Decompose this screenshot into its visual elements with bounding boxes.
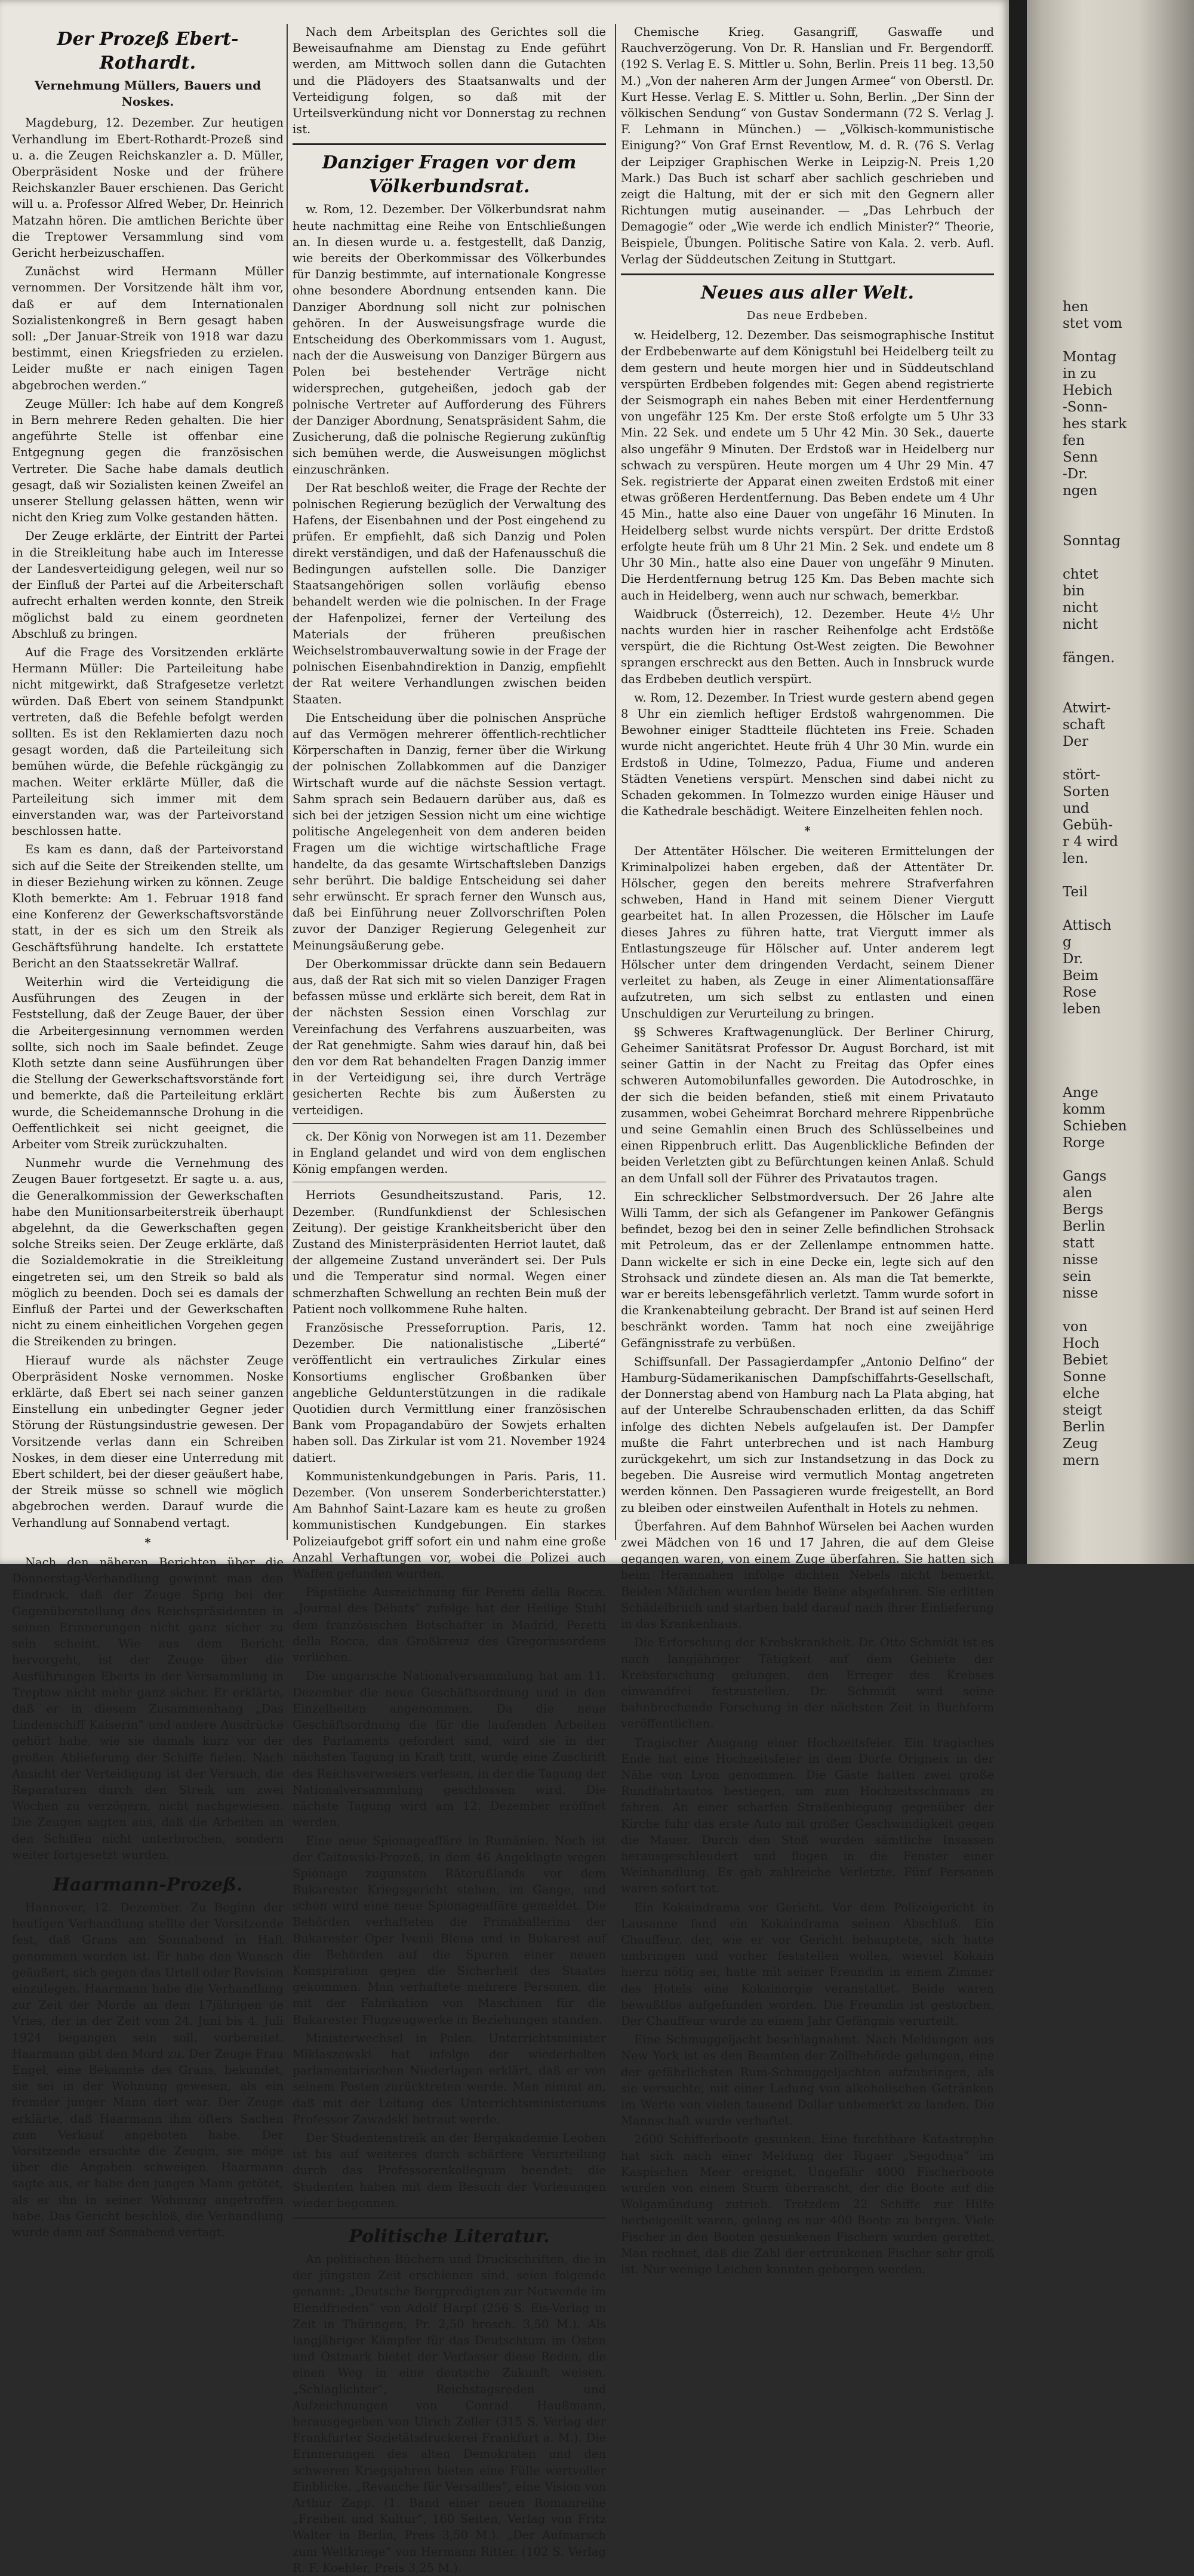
section-star: * bbox=[804, 824, 811, 838]
article-paragraph: Ministerwechsel in Polen. Unterrichtsminister Miklaszewski hat infolge der wiederholten parlamentarischen Niederlagen erklärt, daß er von seinem Posten zurücktreten werde. Man nimmt an, daß mit der Leitung des Unterrichtsministeriums Professor Zawadski betraut werde. bbox=[293, 2031, 606, 2126]
article-paragraph: Nunmehr wurde die Vernehmung des Zeugen Bauer fortgesetzt. Er sagte u. a. aus, die Generalkommission der Gewerkschaften habe den Munitionsarbeiterstreik überhaupt abgelehnt, da die Gewerkschaften gegen solche Streiks seien. Der Zeuge erklärte, daß die Sozialdemokratie in die Streikleitung eingetreten sei, um den Streik so bald als möglich zu beenden. Doch sei es damals der Einfluß der Partei und der Gewerkschaften nicht zu einem einheitlichen Vorgehen gegen die Streikenden zu bringen. bbox=[12, 1156, 284, 1349]
article-paragraph: Päpstliche Auszeichnung für Peretti della Rocca. „Journal des Débats“ zufolge hat der Heilige Stuhl dem französischen Botschafter in Madrid, Peretti della Rocca, das Großkreuz des Gregoriusordens verliehen. bbox=[293, 1585, 606, 1665]
article-paragraph: 2600 Schifferboote gesunken. Eine furchtbare Katastrophe hat sich nach einer Meldung der Rigaer „Segodnja“ im Kaspischen Meer ereignet. Ungefähr 4000 Fischerboote wurden von einem Sturm überrascht, der die Boote auf die Wolgamündung zutrieb. Trotzdem 22 Schiffe zur Hilfe herbeigeeilt waren, gelang es nur 400 Boote zu bergen. Viele Fischer in den Booten gesunkenen Fischern wurden gerettet. Man rechnet, daß die Zahl der ertrunkenen Fischer sehr groß ist. Nur wenige Leichen konnten geborgen werden. bbox=[621, 2132, 994, 2277]
divider bbox=[293, 1123, 606, 1124]
divider bbox=[621, 273, 994, 275]
article-paragraph: Hannover, 12. Dezember. Zu Beginn der heutigen Verhandlung stellte der Vorsitzende fest, daß Grans am Sonnabend in Haft genommen worden ist. Er habe den Wunsch geäußert, sich gegen das Urteil oder Revision einzulegen. Haarmann habe die Verhandlung zur Zeit der Morde an dem 17jährigen de Vries, der in der Zeit vom 24. Juni bis 4. Juli 1924 begangen sein soll, vorbereitet. Haarmann gibt den Mord zu. Der Zeuge Frau Engel, eine Bekannte des Grans, bekundet, sie sei in der Wohnung gewesen, als ein fremder junger Mann dort war. Der Zeuge erklärte, daß Haarmann ihm öfters Sachen zum Verkauf angeboten habe. Der Vorsitzende ersuchte die Zeugin, sie möge über die Angaben schweigen. Haarmann sagte aus, er habe den jungen Mann getötet, als er ihn in seiner Wohnung angetroffen habe. Das Gericht beschloß, die Verhandlung wurde dann auf Sonnabend vertagt. bbox=[12, 1900, 284, 2239]
article-heading-danzig: Danziger Fragen vor dem Völkerbundsrat. bbox=[322, 152, 577, 198]
binding-shadow bbox=[1009, 0, 1027, 1564]
article-paragraph: Der Rat beschloß weiter, die Frage der Rechte der polnischen Regierung bezüglich der Verwaltung des Hafens, der Eisenbahnen und der Post eingehend zu prüfen. Er empfiehlt, daß sich Danzig und Polen direkt verständigen, und daß der Hafenausschuß die Bedingungen aufstellen solle. Die Danziger Staatsangehörigen sollen vorläufig ebenso behandelt werden wie die polnischen. In der Frage der Hafenpolizei, ferner der Verteilung des Materials der früheren preußischen Weichselstrombauverwaltung sowie in der Frage der polnischen Eisenbahndirektion in Danzig, empfiehlt der Rat weitere Verhandlungen zwischen beiden Staaten. bbox=[293, 481, 606, 706]
column-left bbox=[12, 24, 284, 2239]
article-paragraph: An politischen Büchern und Druckschriften, die in der jüngsten Zeit erschienen sind, seien folgende genannt: „Deutsche Bergpredigten zur Notwende im Elendfrieden“ von Adolf Harpf (256 S. Eis-Verlag in Zeit in Thüringen, Pr. 2,50 brosch. 3,50 M.). Als langjähriger Kämpfer für das Deutschtum im Osten und Ostmark bietet der Verfasser diese Reden, die einen Weg in eine deutsche Zukunft weisen. „Schlaglichter“, Reichstagsreden und Aufzeichnungen von Conrad Haußmann, herausgegeben von Ulrich Zeller (315 S. Verlag der Frankfurter Sozietätsdruckerei Frankfurt a. M.). Die Erinnerungen des alten Demokraten und den schweren Kriegsjahren bieten eine Fülle wertvoller Einblicke. „Revanche für Versailles“, eine Vision von Arthur Zapp. (1. Band einer neuen Romanreihe „Freiheit und Kultur“, 160 Seiten, Verlag von Fritz Walter in Berlin, Preis 3,50 M.). „Der Aufmarsch zum Weltkriege“ von Hermann Ritter. (102 S. Verlag R. F. Koehler, Preis 3,25 M.). bbox=[293, 2252, 606, 2575]
article-paragraph: w. Rom, 12. Dezember. In Triest wurde gestern abend gegen 8 Uhr ein ziemlich heftiger Erdstoß wahrgenommen. Die Bewohner einiger Stadtteile flüchteten ins Freie. Schaden wurde nicht angerichtet. Heute früh 4 Uhr 30 Min. wurde ein Erdstoß in Udine, Tolmezzo, Padua, Fiume und anderen Städten Venetiens verspürt. Menschen sind dabei nicht zu Schaden gekommen. In Tolmezzo wurden einige Häuser und die Kathedrale beschädigt. Weitere Einzelheiten fehlen noch. bbox=[621, 690, 994, 819]
article-paragraph: Hierauf wurde als nächster Zeuge Oberpräsident Noske vernommen. Noske erklärte, daß Ebert sei nach seiner ganzen Einstellung ein unbedingter Gegner jeder Störung der Rüstungsindustrie gewesen. Der Vorsitzende verlas dann ein Schreiben Noskes, in dem dieser eine Unterredung mit Ebert schildert, bei der dieser geäußert habe, der Streik müsse so schnell wie möglich abgebrochen werden. Darauf wurde die Verhandlung auf Sonnabend vertagt. bbox=[12, 1353, 284, 1530]
article-paragraph: Magdeburg, 12. Dezember. Zur heutigen Verhandlung im Ebert-Rothardt-Prozeß sind u. a. die Zeugen Reichskanzler a. D. Müller, Oberpräsident Noske und der frühere Reichskanzler Bauer erschienen. Das Gericht will u. a. Professor Alfred Weber, Dr. Heinrich Matzahn hören. Die amtlichen Berichte über die Treptower Versammlung sind vom Gericht herbeizuschaffen. bbox=[12, 116, 284, 260]
column-rule bbox=[615, 24, 616, 1540]
article-heading-ebert-prozess: Der Prozeß Ebert-Rothardt. bbox=[57, 29, 239, 73]
article-paragraph: Eine Schmuggeljacht beschlagnahmt. Nach Meldungen aus New York ist es den Beamten der Zollbehörde gelungen, eine der gefährlichsten Rum-Schmuggeljachten aufzubringen, als sie versuchte, mit einer Ladung von alkoholischen Getränken im Werte von vielen tausend Dollar unbemerkt zu landen. Die Mannschaft wurde verhaftet. bbox=[621, 2033, 994, 2128]
adjacent-page-fragments: hen stet vom Montag in zu Hebich -Sonn- hes stark fen Senn -Dr. ngen Sonntag chtet bin nicht nicht fängen. Atwirt- schaft Der stört- Sorten und Gebüh- r 4 wird len. Teil Attisch g Dr. Beim Rose leben Ange komm Schieben Rorge Gangs alen Bergs Berlin statt nisse sein nisse von Hoch Bebiet Sonne elche steigt Berlin Zeug mern bbox=[1063, 299, 1127, 1468]
article-paragraph: Nach dem Arbeitsplan des Gerichtes soll die Beweisaufnahme am Dienstag zu Ende geführt werden, am Mittwoch sollen dann die Gutachten und die Plädoyers des Staatsanwalts und der Verteidigung folgen, so daß mit der Urteilsverkündung nicht vor Donnerstag zu rechnen ist. bbox=[293, 25, 606, 137]
article-subheading: Das neue Erdbeben. bbox=[746, 309, 869, 322]
article-paragraph: Die Erforschung der Krebskrankheit. Dr. Otto Schmidt ist es nach langjähriger Tätigkeit auf dem Gebiete der Krebsforschung gelungen, den Erreger des Krebses einwandfrei festzustellen. Dr. Schmidt wird seine bahnbrechende Forschung in der nächsten Zeit in Buchform veröffentlichen. bbox=[621, 1636, 994, 1731]
article-paragraph: Ein schrecklicher Selbstmordversuch. Der 26 Jahre alte Willi Tamm, der sich als Gefangener im Pankower Gefängnis befindet, bezog bei den in seiner Zelle befindlichen Strohsack mit Petroleum, das er der Zellenlampe entnommen hatte. Dann wickelte er sich in eine Decke ein, legte sich auf den Strohsack und zündete diesen an. Als man die Tat bemerkte, war er bereits lebensgefährlich verletzt. Tamm wurde sofort in die Krankenabteilung gebracht. Der Brand ist auf seinen Herd beschränkt worden. Tamm hat noch eine zweijährige Gefängnisstrafe zu verbüßen. bbox=[621, 1189, 994, 1350]
article-paragraph: Chemische Krieg. Gasangriff, Gaswaffe und Rauchverzögerung. Von Dr. R. Hanslian und Fr. Bergendorff. (192 S. Verlag E. S. Mittler u. Sohn, Berlin. Preis 11 beg. 13,50 M.) „Von der naheren Arm der Jungen Armee“ von Oberstl. Dr. Kurt Hesse. Verlag E. S. Mittler u. Sohn, Berlin. „Der Sinn der völkischen Sendung“ von Gustav Sondermann (72 S. Verlag J. F. Lehmann in München.) — „Völkisch-kommunistische Einigung?“ Von Graf Ernst Reventlow, M. d. R. (76 S. Verlag der Leipziger Graphischen Werke in Leipzig-N. Preis 1,20 Mark.) Das Buch ist scharf aber sachlich geschrieben und zeigt die Haltung, mit der er sich mit den Gegnern aller Richtungen mutig auseinander. — „Das Lehrbuch der Demagogie“ oder „Wie werde ich endlich Minister?“ Theorie, Beispiele, Übungen. Politische Satire von Kala. 2. verb. Aufl. Verlag der Süddeutschen Zeitung in Stuttgart. bbox=[621, 25, 994, 266]
article-paragraph: Der Attentäter Hölscher. Die weiteren Ermittelungen der Kriminalpolizei haben ergeben, daß der Attentäter Dr. Hölscher, gegen den bereits mehrere Strafverfahren schweben, Hand in Hand mit seinem Diener Viergutt gearbeitet hat. In allen Prozessen, die Hölscher im Laufe dieses Jahres zu führen hatte, trat Viergutt immer als Entlastungszeuge für Hölscher auf. Unter anderem legt Hölscher unter dem dringenden Verdacht, seinem Diener verleitet zu haben, als Zeuge in einer Alimentationsaffäre aufzutreten, um sich selbst zu entlasten und einen Unschuldigen zur Verurteilung zu bringen. bbox=[621, 844, 994, 1020]
article-paragraph: Überfahren. Auf dem Bahnhof Würselen bei Aachen wurden zwei Mädchen von 16 und 17 Jahren, die auf dem Gleise gegangen waren, von einem Zuge überfahren. Sie hatten sich beim Herannahen infolge dichten Nebels nicht bemerkt. Beiden Mädchen wurden beide Beine abgefahren. Sie erlitten Schädelbruch und starben bald darauf nach ihrer Einlieferung in das Krankenhaus. bbox=[621, 1519, 994, 1631]
article-paragraph: Der Zeuge erklärte, der Eintritt der Partei in die Streikleitung habe auch im Interesse der Landesverteidigung gelegen, weil nur so der Einfluß der Partei auf die Arbeiterschaft aufrecht erhalten werden konnte, den Streik möglichst bald zu einem geordneten Abschluß zu bringen. bbox=[12, 529, 284, 641]
column-middle bbox=[293, 24, 606, 2575]
article-paragraph: Zeuge Müller: Ich habe auf dem Kongreß in Bern mehrere Reden gehalten. Die hier angeführte Stelle ist offenbar eine Entgegnung gegen die französischen Vertreter. Die Sache habe damals deutlich gesagt, daß wir Sozialisten keinen Zweifel an unserer Stellung gelassen hätten, wenn wir nicht den Krieg zum Volke gestanden hätten. bbox=[12, 396, 284, 525]
article-subheading: Vernehmung Müllers, Bauers und Noskes. bbox=[34, 78, 261, 109]
article-paragraph: Der Oberkommissar drückte dann sein Bedauern aus, daß der Rat sich mit so vielen Danziger Fragen befassen müsse und erklärte sich bereit, dem Rat in der nächsten Session einen Vorschlag zur Vereinfachung des Verfahrens auszuarbeiten, was der Rat genehmigte. Sahm wies darauf hin, daß bei den vor dem Rat behandelten Fragen Danzig immer in der Verteidigung sei, ihre durch Verträge gesicherten Rechte bis zum Äußersten zu verteidigen. bbox=[293, 957, 606, 1117]
article-paragraph: §§ Schweres Kraftwagenunglück. Der Berliner Chirurg, Geheimer Sanitätsrat Professor Dr. August Borchard, ist mit seiner Gattin in der Nacht zu Freitag das Opfer eines schweren Automobilunfalles geworden. Die Autodroschke, in der sich die beiden befanden, stieß mit einem Privatauto zusammen, wobei Geheimrat Borchard mehrere Rippenbrüche und seine Gemahlin einen Bruch des Schlüsselbeines und einen Rippenbruch erlitt. Das Augenblickliche Befinden der beiden Verletzten gibt zu Befürchtungen keinen Anlaß. Schuld an dem Unfall soll der Führer des Privatautos tragen. bbox=[621, 1025, 994, 1185]
article-paragraph: Eine neue Spionageaffäre in Rumänien. Noch ist der Caitowski-Prozeß, in dem 46 Angeklagte wegen Spionage zugunsten Räterußlands vor dem Bukarester Kriegsgericht stehen, im Gange, und schon wird eine neue Spionageaffäre gemeldet. Die Behörden verhafteten die Primaballerina der Bukarester Oper Ivenii Blena und in Bukarest auf die Behörden auf die Spuren einer neuen Konspiration gegen die Sicherheit des Staates gekommen. Man verhaftete mehrere Personen, die mit der Fabrikation von Maschinen für die Bukarester Flugzeugwerke in Beziehungen standen. bbox=[293, 1834, 606, 2027]
article-paragraph: Zunächst wird Hermann Müller vernommen. Der Vorsitzende hält ihm vor, daß er auf dem Internationalen Sozialistenkongreß in Bern gesagt haben soll: „Der Januar-Streik von 1918 war dazu bestimmt, einen Kriegsfrieden zu erzielen. Leider mußte er nach einigen Tagen abgebrochen werden.“ bbox=[12, 265, 284, 392]
article-paragraph: Es kam es dann, daß der Parteivorstand sich auf die Seite der Streikenden stellte, um in dieser Beziehung wirken zu können. Zeuge Kloth bemerkte: Am 1. Februar 1918 fand eine Konferenz der Gewerkschaftsvorstände statt, in der es sich um den Streik als Geschäftsführung handelte. Ich erstattete Bericht an den Staatssekretär Wallraf. bbox=[12, 843, 284, 970]
section-star: * bbox=[144, 1535, 151, 1550]
article-paragraph: Weiterhin wird die Verteidigung die Ausführungen des Zeugen in der Feststellung, daß der Zeuge Bauer, der über die Arbeitergesinnung vernommen werden sollte, sich noch im Saale befindet. Zeuge Kloth setzte dann seine Ausführungen über die Stellung der Gewerkschaftsvorstände fort und bemerkte, daß die Parteileitung erklärt wurde, die Scheidemannsche Drohung in die Oeffentlichkeit sei nicht geeignet, die Arbeiter vom Streik zurückzuhalten. bbox=[12, 975, 284, 1151]
article-paragraph: Die ungarische Nationalversammlung hat am 11. Dezember die neue Geschäftsordnung und in den Einzelheiten angenommen. Da die neue Geschäftsordnung die für die laufenden Arbeiten des Parlaments gefordert sind, wird sie in der nächsten Tagung in Kraft tritt, wurde eine Zuschrift des Reichsverwesers verlesen, in der die Tagung der Nationalversammlung geschlossen wird. Die nächste Tagung wird am 12. Dezember eröffnet werden. bbox=[293, 1669, 606, 1830]
article-paragraph: w. Rom, 12. Dezember. Der Völkerbundsrat nahm heute nachmittag eine Reihe von Entschließungen an. In diesen wurde u. a. festgestellt, daß Danzig, wie bereits der Oberkommissar des Völkerbundes für Danzig bestimmte, auf internationale Kongresse ohne besondere Abordnung entsenden kann. Die Danziger Abordnung soll nicht zur polnischen gehören. In der Ausweisungsfrage wurde die Entscheidung des Oberkommissars vom 1. August, nach der die Ausweisung von Danziger Bürgern aus Polen bei bestehender Verträge nicht widersprechen, gutgeheißen, jedoch gab der polnische Vertreter auf Aufforderung des Führers der Danziger Abordnung, Senatspräsident Sahm, die Zusicherung, daß die polnische Regierung zukünftig sich bemühen werde, die Ausweisungen möglichst einzuschränken. bbox=[293, 202, 606, 477]
divider bbox=[293, 143, 606, 145]
article-paragraph: Ein Kokaindrama vor Gericht. Vor dem Polizeigericht in Lausanne fand ein Kokaindrama seinen Abschluß. Ein Chauffeur, der, wie er vor Gericht behauptete, sich hatte umbringen und vorher feststellen wollen, wieviel Kokain hierzu nötig sei, hatte mit seiner Freundin in einem Zimmer des Hotels eine Kokainorgie veranstaltet. Beide waren bewußtlos aufgefunden worden. Die Freundin ist gestorben. Der Chauffeur wurde zu einem Jahr Gefängnis verurteilt. bbox=[621, 1900, 994, 2028]
article-paragraph: Nach den näheren Berichten über die Donnerstag-Verhandlung gewinnt man den Eindruck, daß der Zeuge Sprig bei der Gegenüberstellung des Reichspräsidenten in seinen Erinnerungen nicht ganz sicher zu sein scheint. Wie aus dem Bericht hervorgeht, ist der Zeuge über die Ausführungen Eberts in der Versammlung in Treptow nicht mehr ganz sicher. Er erklärte, daß er in diesem Zusammenhang „Das Lindenschiff Kaiserin“ und andere Ausdrücke gehört habe, wie sie damals kurz vor der großen Ablieferung der Schiffe fielen. Nach Ansicht der Verteidigung ist der Versuch, die Reparaturen durch den Streik um zwei Wochen zu verzögern, nicht nachgewiesen. Die Zeugen sagten aus, daß die Arbeiten an den Schiffen nicht unterbrochen, sondern weiter fortgesetzt wurden. bbox=[12, 1556, 284, 1862]
article-paragraph: Auf die Frage des Vorsitzenden erklärte Hermann Müller: Die Parteileitung habe nicht mitgewirkt, daß Strafgesetze verletzt würden. Daß Ebert von seinem Standpunkt vertreten, daß die Befehle befolgt werden sollten. Es ist den Reklamierten dazu noch gesagt worden, daß die Parteileitung sich bemühen würde, die Befehle rückgängig zu machen. Weiter erklärte Müller, daß die Parteileitung sich immer mit dem einverstanden war, was der Parteivorstand beschlossen hatte. bbox=[12, 645, 284, 838]
article-paragraph: w. Heidelberg, 12. Dezember. Das seismographische Institut der Erdbebenwarte auf dem Königstuhl bei Heidelberg teilt zu dem gestern und heute morgen hier und in Süddeutschland verspürten Erdbeben folgendes mit: Gegen abend registrierte der Seismograph ein nahes Beben mit einer Herdentfernung von ungefähr 125 Km. Der erste Stoß erfolgte um 5 Uhr 33 Min. 22 Sek. und endete um 5 Uhr 42 Min. 30 Sek., dauerte also ungefähr 9 Minuten. Der Erdstoß war in Heidelberg nur schwach zu verspüren. Heute morgen um 4 Uhr 29 Min. 47 Sek. registrierte der Apparat einen zweiten Erdstoß mit einer etwas größeren Herdentfernung. Das Beben endete um 4 Uhr 45 Min., hatte also eine Dauer von ungefähr 16 Minuten. In Heidelberg selbst wurde nichts verspürt. Der dritte Erdstoß erfolgte heute früh um 8 Uhr 21 Min. 2 Sek. und endete um 8 Uhr 30 Min., hatte also eine Dauer von ungefähr 9 Minuten. Die Herdentfernung betrug 125 Km. Das Beben machte sich auch in Heidelberg, wenn auch nur schwach, bemerkbar. bbox=[621, 328, 994, 602]
article-paragraph: Tragischer Ausgang einer Hochzeitsfeier. Ein tragisches Ende hat eine Hochzeitsfeier in dem Dorfe Origneix in der Nähe von Lyon genommen. Die Gäste hatten zwei große Rundfahrtautos bestiegen, um zum Hochzeitsschmaus zu fahren. An einer scharfen Straßenbiegung gegenüber der Kirche fuhr das erste Auto mit großer Geschwindigkeit gegen die Mauer. Durch den Stoß wurden sämtliche Insassen herausgeschleudert und flogen in die Fenster einer Weinhandlung. Es gab zahlreiche Verletzte. Fünf Personen waren sofort tot. bbox=[621, 1735, 994, 1896]
article-paragraph: Französische Presseforruption. Paris, 12. Dezember. Die nationalistische „Liberté“ veröffentlicht ein vertrauliches Zirkular eines Konsortiums englischer Großbanken über angebliche Geldunterstützungen in die radikale Quotidien durch Vermittlung einer französischen Bank vom Propagandabüro der Sowjets erhalten haben soll. Das Zirkular ist vom 21. November 1924 datiert. bbox=[293, 1321, 606, 1465]
article-heading-haarmann: Haarmann-Prozeß. bbox=[53, 1874, 243, 1895]
column-right bbox=[621, 24, 994, 2277]
book-binding-edge bbox=[1009, 0, 1194, 1564]
article-heading-neues: Neues aus aller Welt. bbox=[701, 282, 914, 304]
article-heading-literatur: Politische Literatur. bbox=[349, 2226, 550, 2247]
article-paragraph: Der Studentenstreik an der Bergakademie Leoben ist bis auf weiteres durch schärfere Verurteilung durch das Professorenkollegium beendet; die Studenten haben mit dem Besuch der Vorlesungen wieder begonnen. bbox=[293, 2131, 606, 2210]
article-paragraph: Schiffsunfall. Der Passagierdampfer „Antonio Delfino“ der Hamburg-Südamerikanischen Dampfschiffahrts-Gesellschaft, der Donnerstag abend von Hamburg nach La Plata abging, hat auf der Unterelbe Schraubenschaden erlitten, da das Schiff infolge des dichten Nebels aufgelaufen ist. Der Dampfer mußte die Fahrt unterbrechen und ist nach Hamburg zurückgekehrt, um sich zur Instandsetzung in das Dock zu begeben. Die Ausreise wird vermutlich Montag angetreten werden können. Den Passagieren wurde freigestellt, an Bord zu bleiben oder einstweilen Aufenthalt in Hotels zu nehmen. bbox=[621, 1354, 994, 1515]
divider bbox=[293, 2217, 606, 2219]
article-paragraph: Kommunistenkundgebungen in Paris. Paris, 11. Dezember. (Von unserem Sonderberichterstatter.) Am Bahnhof Saint-Lazare kam es heute zu großen kommunistischen Kundgebungen. Ein starkes Polizeiaufgebot griff sofort ein und nahm eine große Anzahl Verhaftungen vor, wobei die Polizei auch Waffen gefunden wurden. bbox=[293, 1469, 606, 1581]
article-paragraph: ck. Der König von Norwegen ist am 11. Dezember in England gelandet und wird von dem englischen König empfangen werden. bbox=[293, 1129, 606, 1176]
column-rule bbox=[287, 24, 288, 1540]
article-paragraph: Herriots Gesundheitszustand. Paris, 12. Dezember. (Rundfunkdienst der Schlesischen Zeitung). Der geistige Krankheitsbericht über den Zustand des Ministerpräsidenten Herriot lautet, daß der allgemeine Zustand unverändert sei. Der Puls und die Temperatur sind normal. Wegen einer schmerzhaften Schwellung an rechten Bein muß der Patient noch vollkommene Ruhe halten. bbox=[293, 1188, 606, 1316]
article-paragraph: Waidbruck (Österreich), 12. Dezember. Heute 4½ Uhr nachts wurden hier in rascher Reihenfolge acht Erdstöße verspürt, die die Richtung Ost-West zeigten. Die Bewohner sprangen erschreckt aus den Betten. Auch in Innsbruck wurde das Erdbeben deutlich verspürt. bbox=[621, 607, 994, 686]
article-paragraph: Die Entscheidung über die polnischen Ansprüche auf das Vermögen mehrerer öffentlich-rechtlicher Körperschaften in Danzig, ferner über die Wirkung der polnischen Zollabkommen auf die Danziger Wirtschaft wurde auf die nächste Session vertagt. Sahm sprach sein Bedauern darüber aus, daß es sich bei der jetzigen Session nicht um eine wichtige politische Angelegenheit von dem anderen beiden Fragen um die wichtige wirtschaftliche Frage handelte, da das gesamte Wirtschaftsleben Danzigs sehr berührt. Die baldige Entscheidung sei daher sehr erwünscht. Er sprach ferner den Wunsch aus, daß bei Einführung neuer Zollvorschriften Polen zuvor der Danziger Regierung Gelegenheit zur Meinungsäußerung gebe. bbox=[293, 711, 606, 952]
